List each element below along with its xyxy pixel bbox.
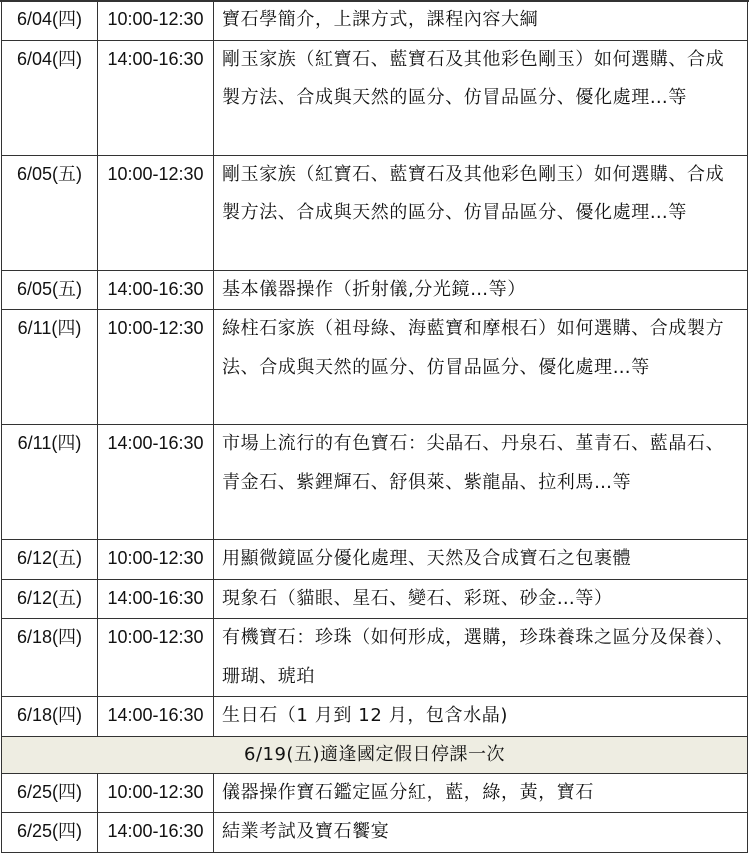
time-cell: 10:00-12:30 [98,619,214,697]
topic-cell: 剛玉家族（紅寶石、藍寶石及其他彩色剛玉）如何選購、合成製方法、合成與天然的區分、仿冒品區分、優化處理…等 [214,155,748,270]
table-row [2,579,748,619]
time-cell: 10:00-12:30 [98,540,214,580]
time-cell: 10:00-12:30 [98,310,214,425]
date-cell: 6/12(五) [2,579,98,619]
topic-cell: 有機寶石：珍珠（如何形成，選購，珍珠養珠之區分及保養）、珊瑚、琥珀 [214,619,748,697]
date-cell: 6/05(五) [2,270,98,310]
topic-cell: 寶石學簡介，上課方式，課程內容大綱 [214,1,748,41]
table-row [2,773,748,813]
date-cell: 6/04(四) [2,40,98,155]
date-cell: 6/05(五) [2,155,98,270]
topic-cell: 結業考試及寶石饗宴 [214,813,748,853]
table-row [2,425,748,540]
holiday-note: 6/19(五)適逢國定假日停課一次 [2,736,748,773]
table-row [2,270,748,310]
topic-cell: 綠柱石家族（祖母綠、海藍寶和摩根石）如何選購、合成製方法、合成與天然的區分、仿冒品區分、優化處理…等 [214,310,748,425]
topic-cell: 剛玉家族（紅寶石、藍寶石及其他彩色剛玉）如何選購、合成製方法、合成與天然的區分、仿冒品區分、優化處理…等 [214,40,748,155]
topic-cell: 生日石（1 月到 12 月，包含水晶) [214,697,748,737]
time-cell: 14:00-16:30 [98,40,214,155]
table-row [2,1,748,41]
table-row [2,155,748,270]
topic-cell: 現象石（貓眼、星石、變石、彩斑、砂金…等） [214,579,748,619]
date-cell: 6/04(四) [2,1,98,41]
time-cell: 10:00-12:30 [98,1,214,41]
date-cell: 6/12(五) [2,540,98,580]
table-row [2,40,748,155]
date-cell: 6/18(四) [2,697,98,737]
date-cell: 6/25(四) [2,813,98,853]
table-row [2,540,748,580]
holiday-row [2,736,748,773]
topic-cell: 儀器操作寶石鑑定區分紅，藍，綠，黃，寶石 [214,773,748,813]
time-cell: 10:00-12:30 [98,155,214,270]
table-row [2,619,748,697]
table-top-border [0,0,749,2]
date-cell: 6/11(四) [2,310,98,425]
topic-cell: 用顯微鏡區分優化處理、天然及合成寶石之包裹體 [214,540,748,580]
table-row [2,310,748,425]
time-cell: 14:00-16:30 [98,270,214,310]
topic-cell: 基本儀器操作（折射儀,分光鏡…等） [214,270,748,310]
time-cell: 14:00-16:30 [98,813,214,853]
date-cell: 6/11(四) [2,425,98,540]
date-cell: 6/18(四) [2,619,98,697]
date-cell: 6/25(四) [2,773,98,813]
time-cell: 14:00-16:30 [98,579,214,619]
table-row [2,813,748,853]
time-cell: 10:00-12:30 [98,773,214,813]
time-cell: 14:00-16:30 [98,425,214,540]
schedule-table [1,0,748,853]
time-cell: 14:00-16:30 [98,697,214,737]
topic-cell: 市場上流行的有色寶石：尖晶石、丹泉石、堇青石、藍晶石、青金石、紫鋰輝石、舒俱萊、紫龍晶、拉利馬…等 [214,425,748,540]
table-row [2,697,748,737]
